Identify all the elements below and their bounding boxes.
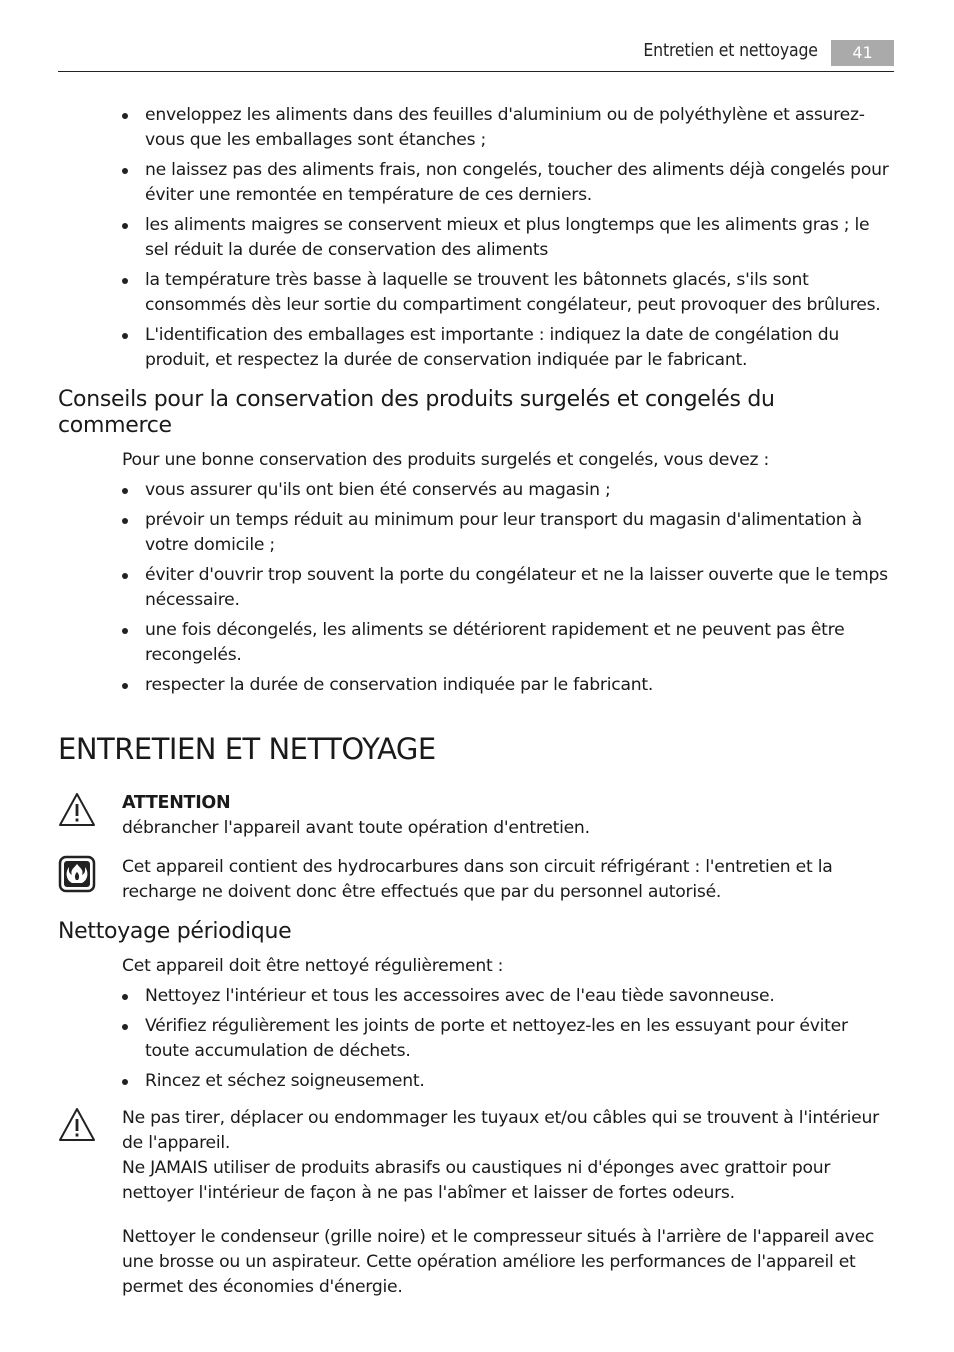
attention-notice bbox=[58, 791, 894, 841]
section-intro: Pour une bonne conservation des produits surgelés et congelés, vous devez : bbox=[122, 450, 770, 470]
bullet-icon bbox=[122, 994, 128, 1000]
chapter-title: ENTRETIEN ET NETTOYAGE bbox=[58, 732, 436, 766]
section-heading-conseils: Conseils pour la conservation des produits surgelés et congelés du commerce bbox=[58, 387, 775, 438]
list-item: Rincez et séchez soigneusement. bbox=[122, 1069, 894, 1094]
list-item: L'identification des emballages est importante : indiquez la date de congélation du produit, et respectez la durée de conservation indiquée par le fabricant. bbox=[122, 323, 894, 373]
list-item: prévoir un temps réduit au minimum pour leur transport du magasin d'alimentation à votre domicile ; bbox=[122, 508, 894, 558]
list-item: vous assurer qu'ils ont bien été conservés au magasin ; bbox=[122, 478, 894, 503]
list-item: Vérifiez régulièrement les joints de porte et nettoyez-les en les essuyant pour éviter toute accumulation de déchets. bbox=[122, 1014, 894, 1064]
bullet-icon bbox=[122, 278, 128, 284]
attention-title: ATTENTION bbox=[122, 793, 231, 813]
page-body bbox=[58, 103, 894, 1314]
bullet-icon bbox=[122, 488, 128, 494]
conseils-list bbox=[58, 478, 894, 698]
bullet-icon bbox=[122, 518, 128, 524]
list-item: ne laissez pas des aliments frais, non congelés, toucher des aliments déjà congelés pour éviter une remontée en température de ces derniers. bbox=[122, 158, 894, 208]
warning-paragraph: Ne pas tirer, déplacer ou endommager les tuyaux et/ou câbles qui se trouvent à l'intérieur de l'appareil. bbox=[122, 1108, 879, 1153]
section-intro: Cet appareil doit être nettoyé régulièrement : bbox=[122, 956, 504, 976]
page-number: 41 bbox=[831, 40, 894, 66]
bullet-icon bbox=[122, 1079, 128, 1085]
list-item: éviter d'ouvrir trop souvent la porte du congélateur et ne la laisser ouverte que le temps nécessaire. bbox=[122, 563, 894, 613]
bullet-icon bbox=[122, 683, 128, 689]
bullet-icon bbox=[122, 1024, 128, 1030]
hydrocarbon-text: Cet appareil contient des hydrocarbures dans son circuit réfrigérant : l'entretien et la recharge ne doivent donc être effectués que par du personnel autorisé. bbox=[122, 857, 833, 902]
warning-triangle-icon bbox=[58, 1106, 96, 1144]
section-heading-nettoyage: Nettoyage périodique bbox=[58, 919, 292, 944]
warning-paragraph: Ne JAMAIS utiliser de produits abrasifs ou caustiques ni d'éponges avec grattoir pour nettoyer l'intérieur de façon à ne pas l'abîmer et laisser de fortes odeurs. bbox=[122, 1158, 831, 1203]
condenser-paragraph: Nettoyer le condenseur (grille noire) et le compresseur situés à l'arrière de l'appareil avec une brosse ou un aspirateur. Cette opération améliore les performances de l'appareil et permet des économies d'énergie. bbox=[122, 1227, 875, 1297]
flammable-gas-icon bbox=[58, 855, 96, 893]
list-item: respecter la durée de conservation indiquée par le fabricant. bbox=[122, 673, 894, 698]
list-item: la température très basse à laquelle se trouvent les bâtonnets glacés, s'ils sont consommés dès leur sortie du compartiment congélateur, peut provoquer des brûlures. bbox=[122, 268, 894, 318]
storage-tips-list bbox=[58, 103, 894, 373]
list-item: une fois décongelés, les aliments se détériorent rapidement et ne peuvent pas être recongelés. bbox=[122, 618, 894, 668]
bullet-icon bbox=[122, 628, 128, 634]
bullet-icon bbox=[122, 333, 128, 339]
bullet-icon bbox=[122, 573, 128, 579]
attention-text: débrancher l'appareil avant toute opération d'entretien. bbox=[122, 818, 590, 838]
nettoyage-list bbox=[58, 984, 894, 1094]
bullet-icon bbox=[122, 223, 128, 229]
list-item: enveloppez les aliments dans des feuilles d'aluminium ou de polyéthylène et assurez-vous que les emballages sont étanches ; bbox=[122, 103, 894, 153]
list-item: Nettoyez l'intérieur et tous les accessoires avec de l'eau tiède savonneuse. bbox=[122, 984, 894, 1009]
bullet-icon bbox=[122, 168, 128, 174]
list-item: les aliments maigres se conservent mieux et plus longtemps que les aliments gras ; le sel réduit la durée de conservation des aliments bbox=[122, 213, 894, 263]
cleaning-warning-notice bbox=[58, 1106, 894, 1300]
bullet-icon bbox=[122, 113, 128, 119]
page-header bbox=[58, 40, 894, 72]
hydrocarbon-notice bbox=[58, 855, 894, 905]
warning-triangle-icon bbox=[58, 791, 96, 829]
header-title: Entretien et nettoyage bbox=[643, 41, 818, 61]
